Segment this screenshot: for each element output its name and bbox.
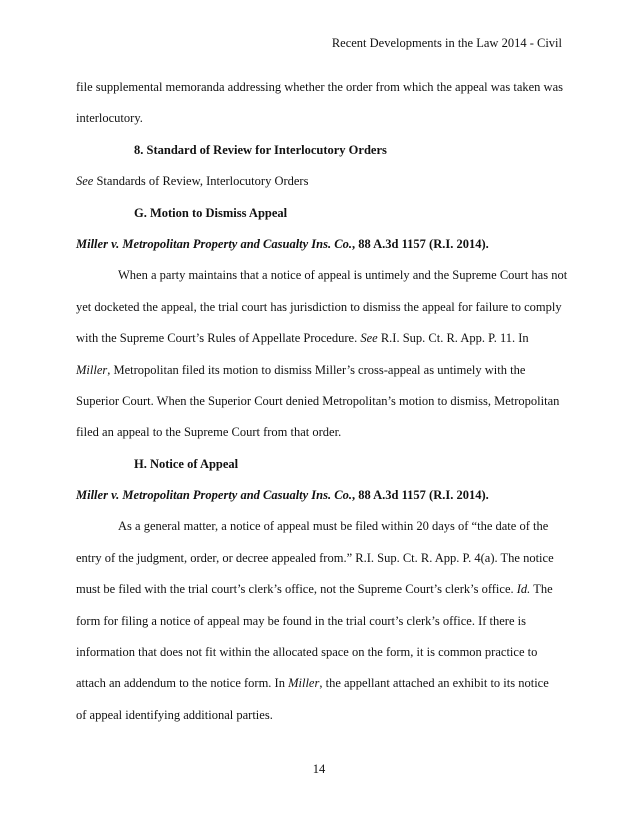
case-short-name: Miller [288,676,320,691]
para-g-line-3-text: with the Supreme Court’s Rules of Appellate Procedure. [76,331,361,346]
para-g-line-6: filed an appeal to the Supreme Court from that order. [76,425,342,440]
para-h-line-2: entry of the judgment, order, or decree appealed from.” R.I. Sup. Ct. R. App. P. 4(a). The notice [76,550,554,565]
case-citation-h [76,480,568,511]
para-continued-line-1: file supplemental memoranda addressing whether the order from which the appeal was taken was [76,80,563,94]
para-continued-line-2: interlocutory. [76,111,143,126]
see-signal: See [360,331,378,346]
para-h-line-3 [76,574,568,605]
para-h-line-6-text: attach an addendum to the notice form. In [76,676,289,691]
page-body [76,72,568,731]
para-h-line-6-tail: , the appellant attached an exhibit to its notice [319,676,549,691]
id-signal: Id. [516,582,531,597]
case-short-name: Miller [76,362,108,377]
para-h-line-1: As a general matter, a notice of appeal must be filed within 20 days of “the date of the [118,519,549,534]
para-h-line-6 [76,668,568,699]
para-h-line-3-text: must be filed with the trial court’s clerk’s office, not the Supreme Court’s clerk’s office. [76,582,517,597]
para-g-line-4 [76,355,568,386]
para-g-line-4-text: , Metropolitan filed its motion to dismiss Miller’s cross-appeal as untimely with the [107,362,526,377]
para-g-line-1: When a party maintains that a notice of appeal is untimely and the Supreme Court has not [118,268,568,283]
see-reference [76,166,568,197]
case-name-g: Miller v. Metropolitan Property and Casualty Ins. Co. [76,236,352,251]
see-reference-text: Standards of Review, Interlocutory Orders [93,174,309,189]
running-header: Recent Developments in the Law 2014 - Civil [331,36,562,50]
heading-notice-of-appeal: H. Notice of Appeal [134,456,239,471]
see-signal: See [76,174,94,189]
heading-standard-of-review: 8. Standard of Review for Interlocutory Orders [134,142,387,157]
para-h-line-5: information that does not fit within the allocated space on the form, it is common practice to [76,645,538,660]
para-g-line-2: yet docketed the appeal, the trial court has jurisdiction to dismiss the appeal for failure to comply [76,299,562,314]
para-h-line-4: form for filing a notice of appeal may be found in the trial court’s clerk’s office. If there is [76,613,526,628]
case-cite-g: , 88 A.3d 1157 (R.I. 2014). [351,236,489,251]
page-number: 14 [312,762,326,776]
case-citation-g [76,229,568,260]
para-g-line-3-cite: R.I. Sup. Ct. R. App. P. 11. In [377,331,529,346]
case-name-h: Miller v. Metropolitan Property and Casualty Ins. Co. [76,488,352,503]
para-g-line-5: Superior Court. When the Superior Court denied Metropolitan’s motion to dismiss, Metropolitan [76,393,560,408]
para-g-line-3 [76,323,568,354]
case-cite-h: , 88 A.3d 1157 (R.I. 2014). [351,488,489,503]
para-h-line-3-tail: The [530,582,553,597]
heading-motion-to-dismiss: G. Motion to Dismiss Appeal [134,205,288,220]
para-h-line-7: of appeal identifying additional parties. [76,707,273,722]
